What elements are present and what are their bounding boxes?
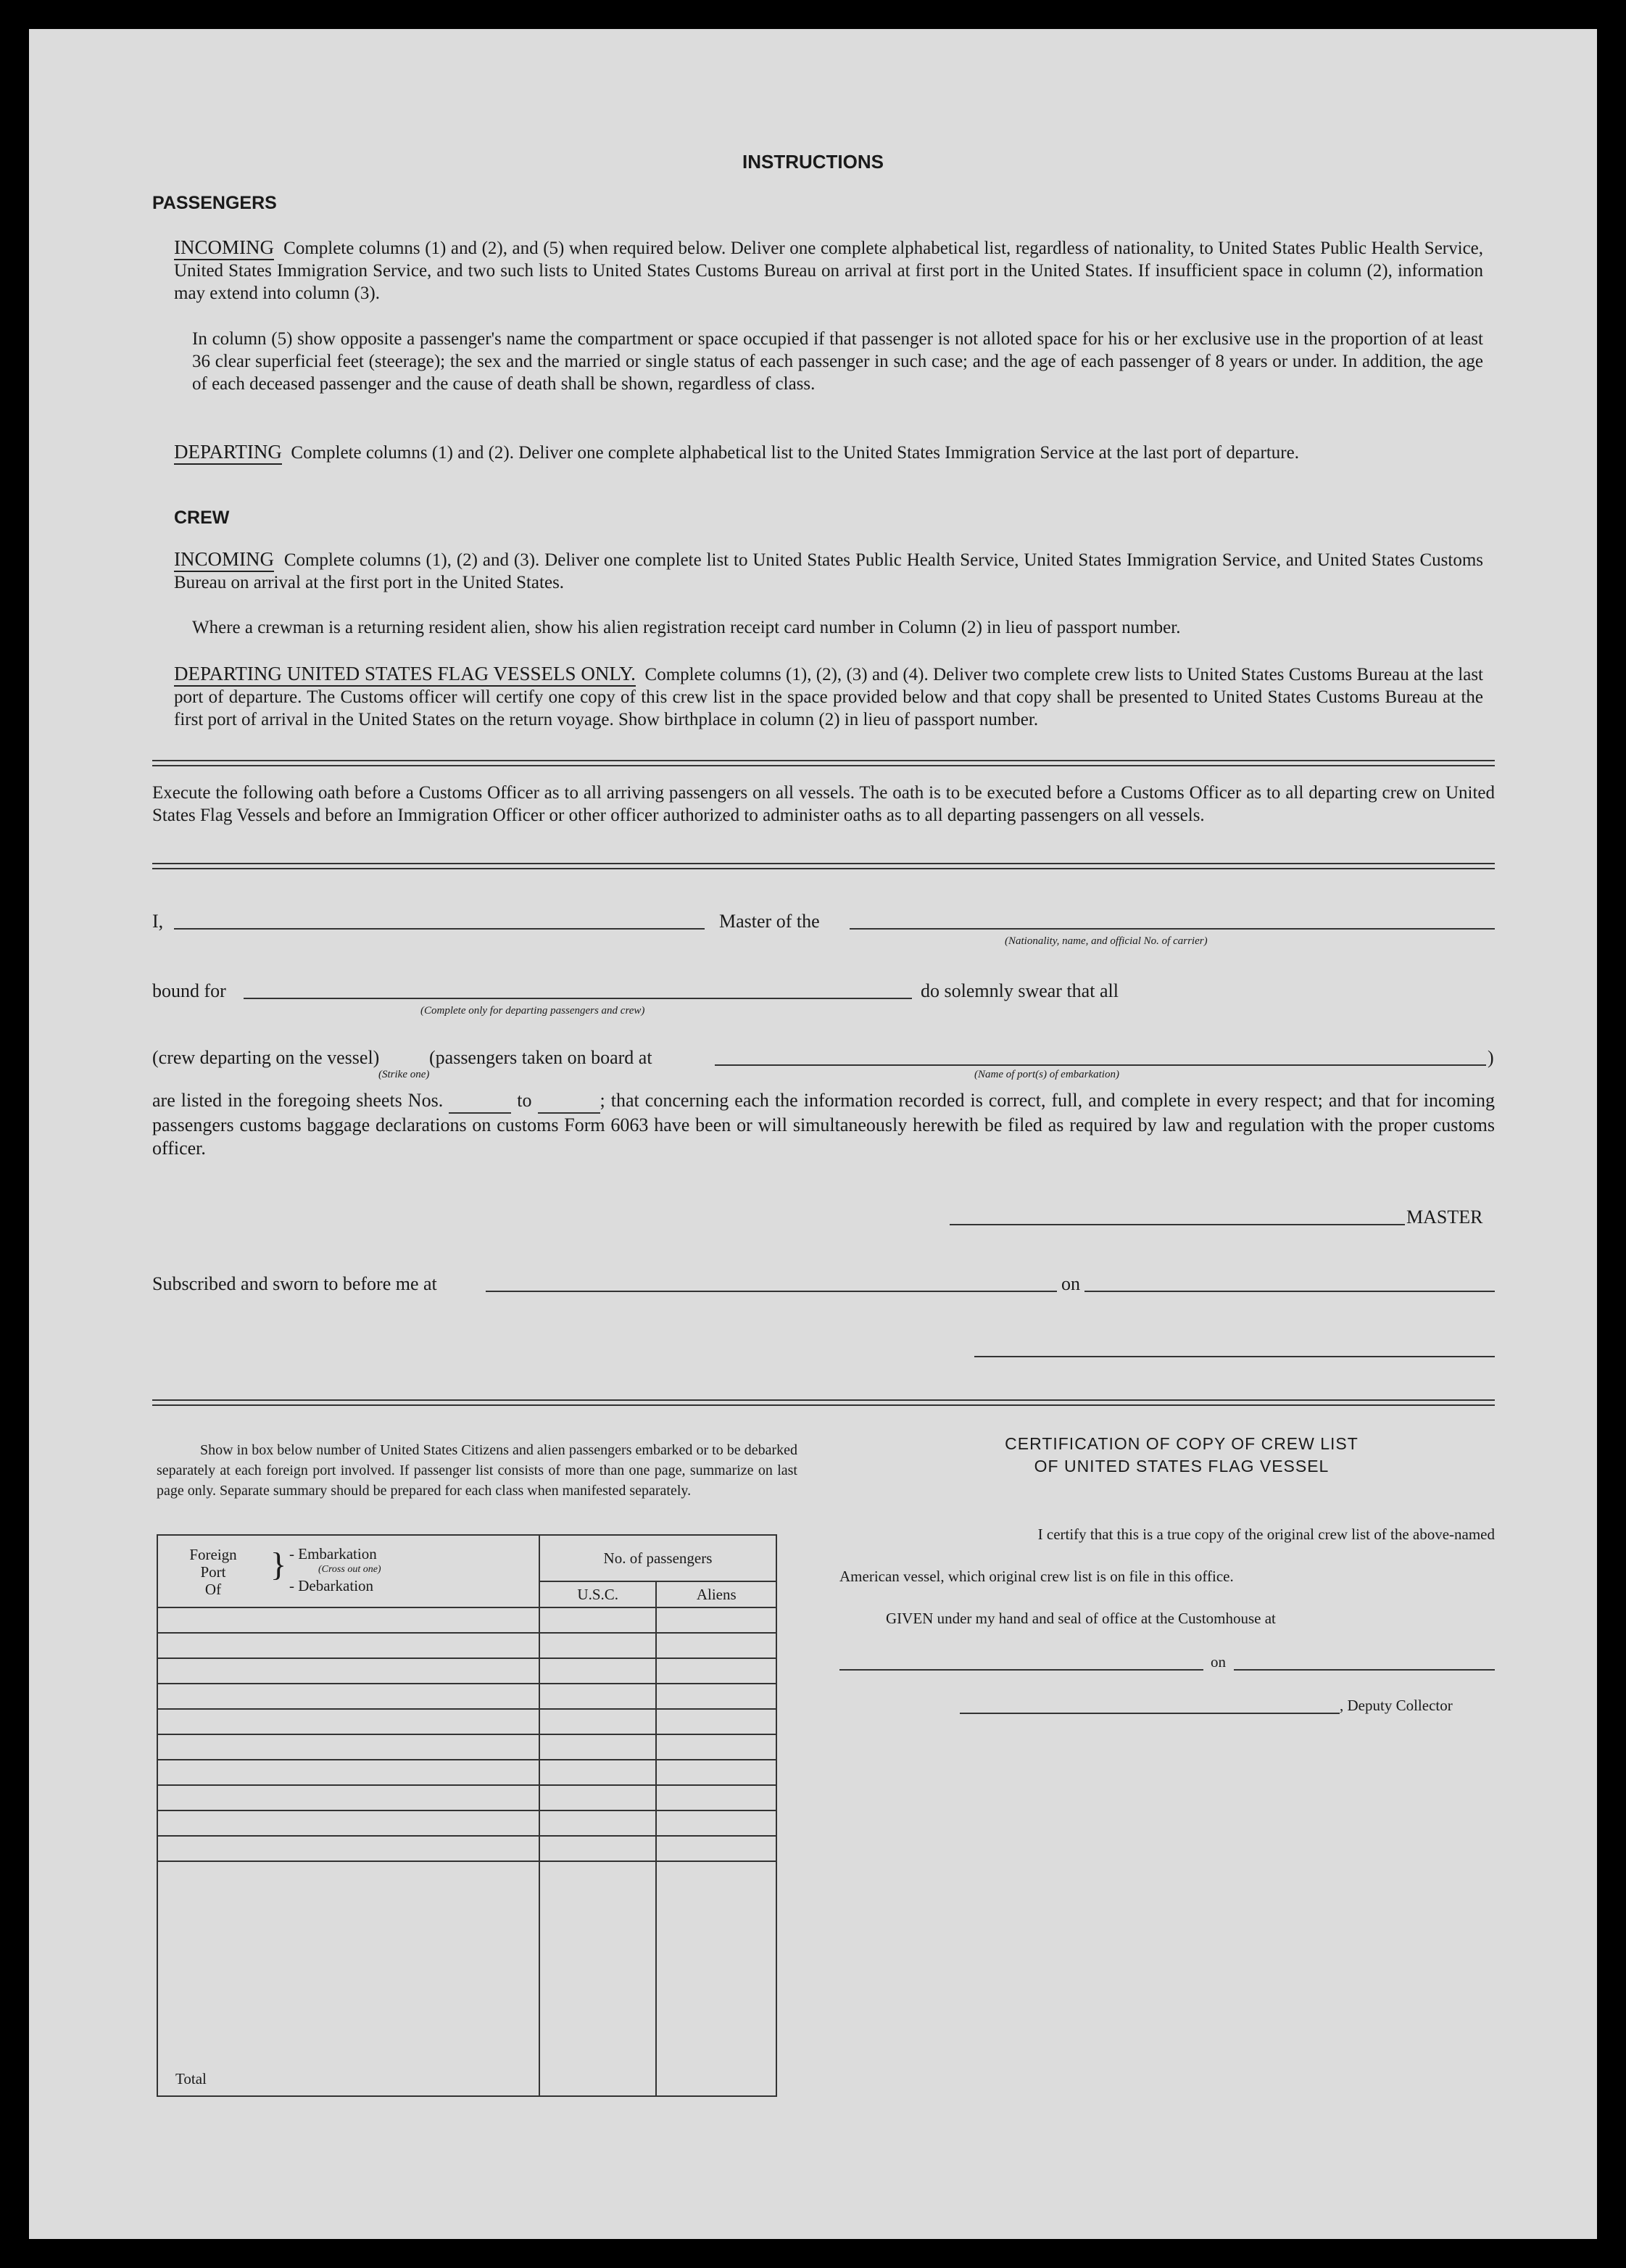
aliens-cell[interactable]: [656, 1709, 776, 1734]
oath-statement-text: ; that concerning each the information recorded is correct, full, and complete in every respect; and that for incoming passengers customs baggage declarations on customs Form 6063 have been or will simultaneously herewith be filed as required by law and regulation with the proper customs officer.: [152, 1090, 1496, 1159]
divider: [152, 863, 1495, 869]
certification-title: [863, 1433, 1501, 1478]
passenger-summary-table: [157, 1534, 777, 2097]
usc-cell[interactable]: [539, 1760, 657, 1785]
crew-departing-option: (crew departing on the vessel): [152, 1047, 380, 1068]
embarkation-option[interactable]: - Embarkation: [289, 1545, 377, 1563]
passengers-departing-text: Complete columns (1) and (2). Deliver one complete alphabetical list to the United States Immigration Service at the last port of departure.: [291, 443, 1299, 463]
debarkation-option[interactable]: - Debarkation: [289, 1577, 374, 1594]
port-cell[interactable]: [157, 1607, 539, 1633]
port-cell[interactable]: [157, 1760, 539, 1785]
page-title: INSTRUCTIONS: [742, 151, 884, 173]
total-row: [157, 1861, 776, 2096]
usc-total-cell[interactable]: [539, 1861, 657, 2096]
certify-line2: American vessel, which original crew list is on file in this office.: [839, 1568, 1234, 1585]
crew-incoming-text: Complete columns (1), (2) and (3). Deliver one complete list to United States Public Health Service, United States Immigration Service, and United States Customs Bureau on arrival at the first port in the United States.: [174, 550, 1484, 592]
summary-instructions: Show in box below number of United States Citizens and alien passengers embarked or to be debarked separately at each foreign port involved. If passenger list consists of more than one page, summarize on last page only. Separate summary should be prepared for each class when manifested separately.: [157, 1442, 797, 1499]
table-row: [157, 1709, 776, 1734]
aliens-cell[interactable]: [656, 1836, 776, 1861]
usc-cell[interactable]: [539, 1785, 657, 1810]
crew-resident-text: Where a crewman is a returning resident alien, show his alien registration receipt card number in Column (2) in lieu of passport number.: [192, 618, 1181, 637]
passengers-taken-option: (passengers taken on board at: [429, 1047, 652, 1068]
cross-out-note: (Cross out one): [318, 1564, 381, 1575]
total-label: Total: [157, 1861, 539, 2096]
usc-cell[interactable]: [539, 1810, 657, 1836]
certification-title-line1: CERTIFICATION OF COPY OF CREW LIST: [1005, 1434, 1359, 1453]
master-signature-field[interactable]: [950, 1224, 1405, 1225]
passengers-departing-label: DEPARTING: [174, 441, 282, 465]
aliens-cell[interactable]: [656, 1684, 776, 1709]
usc-cell[interactable]: [539, 1658, 657, 1684]
port-cell[interactable]: [157, 1658, 539, 1684]
crew-departing-label: DEPARTING UNITED STATES FLAG VESSELS ONLY.: [174, 663, 636, 687]
table-row: [157, 1607, 776, 1633]
oath-i-label: I,: [152, 911, 164, 932]
passengers-heading: PASSENGERS: [152, 193, 277, 213]
crew-incoming-section: [174, 548, 1483, 594]
sworn-on-label: on: [1061, 1273, 1080, 1294]
close-paren: ): [1488, 1047, 1494, 1068]
usc-cell[interactable]: [539, 1684, 657, 1709]
table-row: [157, 1633, 776, 1658]
port-cell[interactable]: [157, 1785, 539, 1810]
aliens-cell[interactable]: [656, 1633, 776, 1658]
crew-incoming-label: INCOMING: [174, 548, 274, 572]
document-page: [29, 29, 1597, 2239]
aliens-total-cell[interactable]: [656, 1861, 776, 2096]
passengers-departing-section: [174, 441, 1483, 464]
passengers-incoming-section: [174, 236, 1483, 305]
port-cell[interactable]: [157, 1709, 539, 1734]
sheet-to-field[interactable]: [538, 1089, 600, 1114]
aliens-cell[interactable]: [656, 1607, 776, 1633]
certify-line1: I certify that this is a true copy of the original crew list of the above-named: [1037, 1526, 1495, 1543]
customhouse-field[interactable]: [839, 1669, 1203, 1671]
port-cell[interactable]: [157, 1836, 539, 1861]
crew-departing-text: Complete columns (1), (2), (3) and (4). Deliver two complete crew lists to United States Customs Bureau at the last port of departure. The Customs officer will certify one copy of this crew list in the space provided below and that copy shall be presented to United States Customs Bureau at the first port of arrival in the United States on the return voyage. Show birthplace in column (2) in lieu of passport number.: [174, 665, 1483, 729]
given-line: GIVEN under my hand and seal of office at the Customhouse at: [886, 1610, 1276, 1627]
bound-for-note: (Complete only for departing passengers and crew): [420, 1005, 645, 1017]
usc-header: U.S.C.: [539, 1581, 657, 1607]
divider: [152, 760, 1495, 766]
oath-intro: Execute the following oath before a Customs Officer as to all arriving passengers on all vessels. The oath is to be executed before a Customs Officer as to all departing crew on United States Flag Vessels and before an Immigration Officer or other officer authorized to administer oaths as to all departing passengers on all vessels.: [152, 783, 1495, 825]
aliens-cell[interactable]: [656, 1810, 776, 1836]
aliens-cell[interactable]: [656, 1658, 776, 1684]
certification-on-label: on: [1211, 1653, 1226, 1671]
port-label: Port: [200, 1563, 226, 1581]
table-row: [157, 1785, 776, 1810]
usc-cell[interactable]: [539, 1633, 657, 1658]
passengers-incoming-text: Complete columns (1) and (2), and (5) when required below. Deliver one complete alphabetical list, regardless of nationality, to United States Public Health Service, United States Immigration Service, and two such lists to United States Customs Bureau on arrival at first port in the United States. If insufficient space in column (2), information may extend into column (3).: [174, 239, 1484, 303]
crew-heading: CREW: [174, 508, 230, 528]
embarkation-ports-field[interactable]: [715, 1064, 1486, 1066]
passengers-column5-text: In column (5) show opposite a passenger's name the compartment or space occupied if that passenger is not alloted space for his or her exclusive use in the proportion of at least 36 clear superficial feet (steerage); the sex and the married or single status of each passenger in such case; and the age of each passenger of 8 years or under. In addition, the age of each deceased passenger and the cause of death shall be shown, regardless of class.: [192, 329, 1483, 394]
officer-signature-field[interactable]: [974, 1356, 1495, 1357]
certification-title-line2: OF UNITED STATES FLAG VESSEL: [1034, 1457, 1330, 1476]
master-label: MASTER: [1406, 1207, 1483, 1228]
table-row: [157, 1734, 776, 1760]
aliens-cell[interactable]: [656, 1760, 776, 1785]
table-row: [157, 1684, 776, 1709]
of-label: Of: [204, 1581, 222, 1598]
crew-departing-section: [174, 663, 1483, 731]
aliens-header: Aliens: [656, 1581, 776, 1607]
carrier-field[interactable]: [850, 928, 1495, 930]
certification-date-field[interactable]: [1234, 1669, 1495, 1671]
bound-for-label: bound for: [152, 980, 226, 1001]
foreign-label: Foreign: [189, 1546, 237, 1563]
listed-to-label: to: [517, 1090, 532, 1111]
sworn-date-field[interactable]: [1084, 1291, 1495, 1292]
usc-cell[interactable]: [539, 1734, 657, 1760]
sheet-from-field[interactable]: [449, 1089, 511, 1114]
port-cell[interactable]: [157, 1734, 539, 1760]
bound-for-field[interactable]: [244, 998, 912, 999]
table-row: [157, 1658, 776, 1684]
usc-cell[interactable]: [539, 1709, 657, 1734]
oath-statement: [152, 1089, 1495, 1160]
strike-one-note: (Strike one): [378, 1069, 430, 1080]
ports-note: (Name of port(s) of embarkation): [974, 1069, 1119, 1080]
passengers-incoming-label: INCOMING: [174, 236, 274, 260]
port-cell[interactable]: [157, 1684, 539, 1709]
table-row: [157, 1760, 776, 1785]
carrier-note: (Nationality, name, and official No. of carrier): [1005, 935, 1208, 947]
brace-icon: }: [270, 1546, 287, 1583]
usc-cell[interactable]: [539, 1607, 657, 1633]
master-name-field[interactable]: [174, 928, 705, 930]
deputy-collector-label: , Deputy Collector: [1340, 1697, 1453, 1714]
port-cell[interactable]: [157, 1810, 539, 1836]
aliens-cell[interactable]: [656, 1785, 776, 1810]
sworn-place-field[interactable]: [486, 1291, 1057, 1292]
port-header: [157, 1535, 539, 1607]
subscribed-label: Subscribed and sworn to before me at: [152, 1273, 437, 1294]
aliens-cell[interactable]: [656, 1734, 776, 1760]
master-of-label: Master of the: [719, 911, 820, 932]
port-cell[interactable]: [157, 1633, 539, 1658]
swear-label: do solemnly swear that all: [921, 980, 1119, 1001]
table-row: [157, 1810, 776, 1836]
usc-cell[interactable]: [539, 1836, 657, 1861]
table-row: [157, 1836, 776, 1861]
listed-label: are listed in the foregoing sheets Nos.: [152, 1090, 444, 1111]
divider: [152, 1399, 1495, 1406]
deputy-signature-field[interactable]: [960, 1713, 1340, 1714]
no-passengers-header: No. of passengers: [539, 1535, 776, 1581]
